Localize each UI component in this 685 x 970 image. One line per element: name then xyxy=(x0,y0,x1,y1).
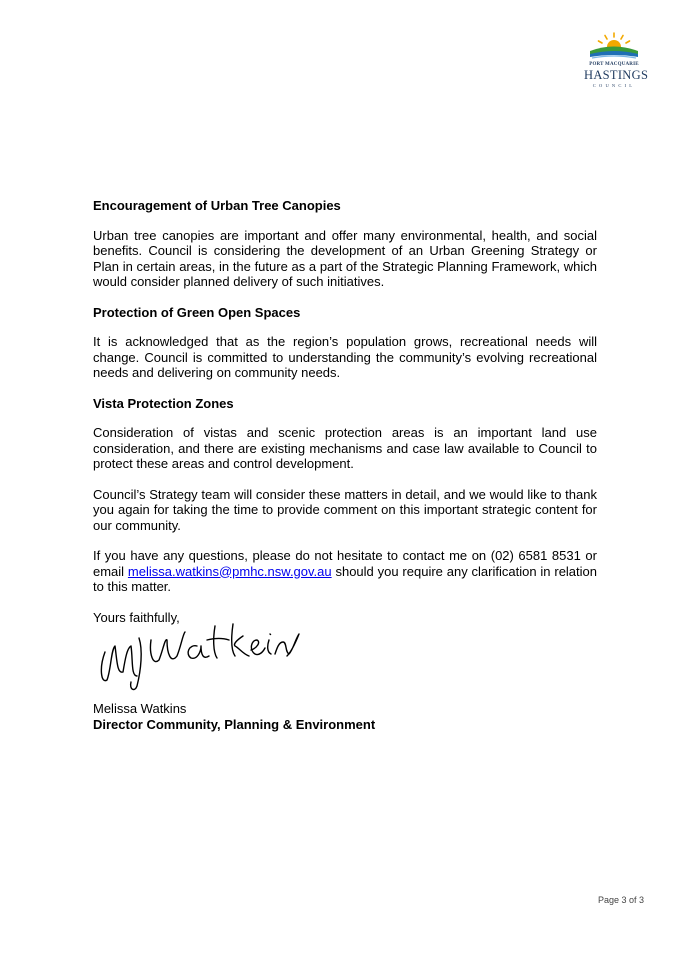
section-body-tree-canopies: Urban tree canopies are important and offer many environmental, health, and social benefits. Council is considering the development of an Urban Greening Strategy or Plan in certain areas, in the future as a part of the Strategic Planning Framework, which would consider planned delivery of such initiatives. xyxy=(93,227,597,289)
closing-contact xyxy=(93,548,597,595)
page-number: Page 3 of 3 xyxy=(597,895,644,905)
section-body-green-spaces: It is acknowledged that as the region’s population grows, recreational needs will change. Council is committed to understanding the community’s evolving recreational needs and delivering on community needs. xyxy=(93,334,597,380)
handwritten-signature xyxy=(93,610,303,692)
closing-thanks: Council’s Strategy team will consider these matters in detail, and we would like to thank you again for taking the time to provide comment on this important strategic content for our community. xyxy=(93,486,597,533)
contact-email-link[interactable]: melissa.watkins@pmhc.nsw.gov.au xyxy=(127,563,332,579)
contact-text-before: If you have any questions, please do not hesitate to contact me on (02) 6581 8531 or email xyxy=(93,548,597,579)
logo-text-line3: COUNCIL xyxy=(592,83,636,88)
section-body-vista-zones: Consideration of vistas and scenic protection areas is an important land use consideration, and there are existing mechanisms and case law available to Council to protect these areas and control development. xyxy=(93,425,597,471)
contact-text-after: should you require any clarification in relation to this matter. xyxy=(93,563,597,594)
council-logo-icon xyxy=(584,32,644,62)
section-heading-vista-zones: Vista Protection Zones xyxy=(93,395,234,411)
signer-block xyxy=(93,701,375,732)
letter-body xyxy=(93,198,597,640)
council-logo xyxy=(584,32,649,92)
logo-text-line1: PORT MACQUARIE xyxy=(589,62,639,67)
section-heading-tree-canopies: Encouragement of Urban Tree Canopies xyxy=(93,198,341,213)
logo-text-line2: HASTINGS xyxy=(584,68,649,82)
signer-title: Director Community, Planning & Environment xyxy=(93,716,376,732)
section-heading-green-spaces: Protection of Green Open Spaces xyxy=(93,304,301,320)
signer-name: Melissa Watkins xyxy=(93,701,187,716)
sign-off: Yours faithfully, xyxy=(93,609,180,625)
